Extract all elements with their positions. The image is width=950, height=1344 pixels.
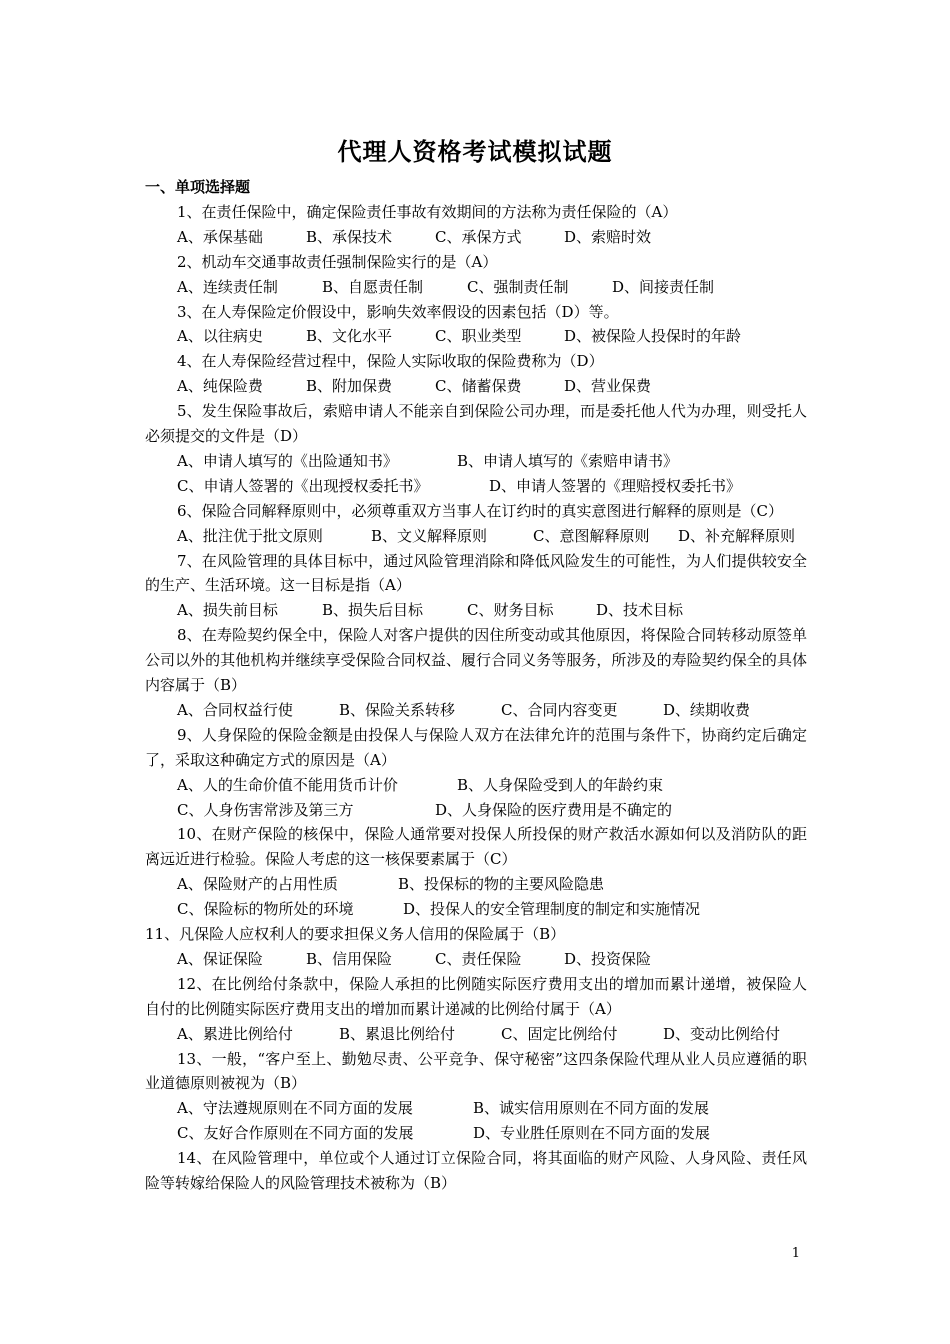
question-3: 3、在人寿保险定价假设中，影响失效率假设的因素包括（D）等。 <box>177 302 619 321</box>
options-13-ab <box>145 1096 807 1121</box>
option-b: B、文义解释原则 <box>371 526 488 545</box>
option-c: C、申请人签署的《出现授权委托书》 <box>177 476 429 495</box>
option-b: B、投保标的物的主要风险隐患 <box>398 875 605 894</box>
option-a: A、纯保险费 <box>177 377 263 396</box>
option-d: D、投资保险 <box>564 949 652 968</box>
option-c: C、保险标的物所处的环境 <box>177 900 354 919</box>
options-6 <box>145 524 807 549</box>
option-c: C、强制责任制 <box>467 277 569 296</box>
option-d: D、技术目标 <box>596 601 684 620</box>
options-12 <box>145 1022 807 1047</box>
option-c: C、承保方式 <box>435 227 522 246</box>
option-b: B、保险关系转移 <box>339 700 456 719</box>
question-5: 5、发生保险事故后，索赔申请人不能亲自到保险公司办理，而是委托他人代为办理，则受托人必须提交的文件是（D） <box>145 402 807 446</box>
option-a: A、申请人填写的《出险通知书》 <box>177 451 398 470</box>
option-a: A、人的生命价值不能用货币计价 <box>177 775 398 794</box>
option-b: B、人身保险受到人的年龄约束 <box>457 775 664 794</box>
option-a: A、损失前目标 <box>177 601 278 620</box>
option-c: C、财务目标 <box>467 601 554 620</box>
option-a: A、守法遵规原则在不同方面的发展 <box>177 1099 413 1118</box>
section-heading: 一、单项选择题 <box>145 178 251 196</box>
option-d: D、变动比例给付 <box>663 1024 781 1043</box>
option-d: D、专业胜任原则在不同方面的发展 <box>473 1124 711 1143</box>
option-b: B、累退比例给付 <box>339 1024 456 1043</box>
option-a: A、累进比例给付 <box>177 1024 293 1043</box>
options-8 <box>145 698 807 723</box>
options-5-cd <box>145 474 807 499</box>
option-b: B、信用保险 <box>306 949 393 968</box>
option-b: B、附加保费 <box>306 377 393 396</box>
options-10-cd <box>145 897 807 922</box>
option-d: D、被保险人投保时的年龄 <box>564 327 742 346</box>
options-2 <box>145 275 807 300</box>
options-11 <box>145 947 807 972</box>
options-9-ab <box>145 773 807 798</box>
question-9: 9、人身保险的保险金额是由投保人与保险人双方在法律允许的范围与条件下，协商约定后确定了，采取这种确定方式的原因是（A） <box>145 725 807 769</box>
option-b: B、诚实信用原则在不同方面的发展 <box>473 1099 710 1118</box>
option-c: C、职业类型 <box>435 327 522 346</box>
option-c: C、固定比例给付 <box>501 1024 618 1043</box>
options-3 <box>145 324 807 349</box>
option-a: A、以往病史 <box>177 327 263 346</box>
option-a: A、合同权益行使 <box>177 700 293 719</box>
option-c: C、合同内容变更 <box>501 700 618 719</box>
question-6: 6、保险合同解释原则中，必须尊重双方当事人在订约时的真实意图进行解释的原则是（C） <box>177 501 784 520</box>
question-list <box>145 200 807 1196</box>
options-9-cd <box>145 798 807 823</box>
options-13-cd <box>145 1121 807 1146</box>
document-title: 代理人资格考试模拟试题 <box>337 138 613 166</box>
option-d: D、营业保费 <box>564 377 652 396</box>
option-c: C、人身伤害常涉及第三方 <box>177 800 354 819</box>
option-c: C、意图解释原则 <box>533 526 650 545</box>
options-7 <box>145 598 807 623</box>
question-4: 4、在人寿保险经营过程中，保险人实际收取的保险费称为（D） <box>177 352 604 371</box>
question-2: 2、机动车交通事故责任强制保险实行的是（A） <box>177 252 498 271</box>
question-11: 11、凡保险人应权利人的要求担保义务人信用的保险属于（B） <box>145 925 566 944</box>
option-d: D、索赔时效 <box>564 227 652 246</box>
option-c: C、责任保险 <box>435 949 522 968</box>
option-a: A、保险财产的占用性质 <box>177 875 338 894</box>
option-a: A、批注优于批文原则 <box>177 526 323 545</box>
option-d: D、申请人签署的《理赔授权委托书》 <box>489 476 742 495</box>
question-13: 13、一般，“客户至上、勤勉尽责、公平竞争、保守秘密”这四条保险代理从业人员应遵循的职业道德原则被视为（B） <box>145 1049 807 1093</box>
option-d: D、补充解释原则 <box>678 526 796 545</box>
question-12: 12、在比例给付条款中，保险人承担的比例随实际医疗费用支出的增加而累计递增，被保险人自付的比例随实际医疗费用支出的增加而累计递减的比例给付属于（A） <box>145 974 807 1018</box>
option-d: D、续期收费 <box>663 700 751 719</box>
option-d: D、人身保险的医疗费用是不确定的 <box>435 800 673 819</box>
option-b: B、申请人填写的《索赔申请书》 <box>457 451 679 470</box>
option-d: D、间接责任制 <box>612 277 715 296</box>
option-a: A、保证保险 <box>177 949 263 968</box>
option-a: A、承保基础 <box>177 227 263 246</box>
options-1 <box>145 225 807 250</box>
option-b: B、损失后目标 <box>322 601 424 620</box>
question-14: 14、在风险管理中，单位或个人通过订立保险合同，将其面临的财产风险、人身风险、责任风险等转嫁给保险人的风险管理技术被称为（B） <box>145 1149 807 1192</box>
options-10-ab <box>145 872 807 897</box>
question-1: 1、在责任保险中，确定保险责任事故有效期间的方法称为责任保险的（A） <box>177 203 678 221</box>
option-b: B、承保技术 <box>306 227 393 246</box>
options-5-ab <box>145 449 807 474</box>
page-number: 1 <box>791 1246 800 1261</box>
option-b: B、自愿责任制 <box>322 277 424 296</box>
option-c: C、友好合作原则在不同方面的发展 <box>177 1124 414 1143</box>
options-4 <box>145 374 807 399</box>
question-7: 7、在风险管理的具体目标中，通过风险管理消除和降低风险发生的可能性，为人们提供较安全的生产、生活环境。这一目标是指（A） <box>145 551 807 595</box>
option-b: B、文化水平 <box>306 327 393 346</box>
question-8: 8、在寿险契约保全中，保险人对客户提供的因住所变动或其他原因，将保险合同转移动原签单公司以外的其他机构并继续享受保险合同权益、履行合同义务等服务，所涉及的寿险契约保全的具体内容属于（B） <box>145 626 807 695</box>
option-c: C、储蓄保费 <box>435 377 522 396</box>
option-d: D、投保人的安全管理制度的制定和实施情况 <box>403 900 701 919</box>
option-a: A、连续责任制 <box>177 277 278 296</box>
question-10: 10、在财产保险的核保中，保险人通常要对投保人所投保的财产救活水源如何以及消防队的距离远近进行检验。保险人考虑的这一核保要素属于（C） <box>145 825 807 869</box>
